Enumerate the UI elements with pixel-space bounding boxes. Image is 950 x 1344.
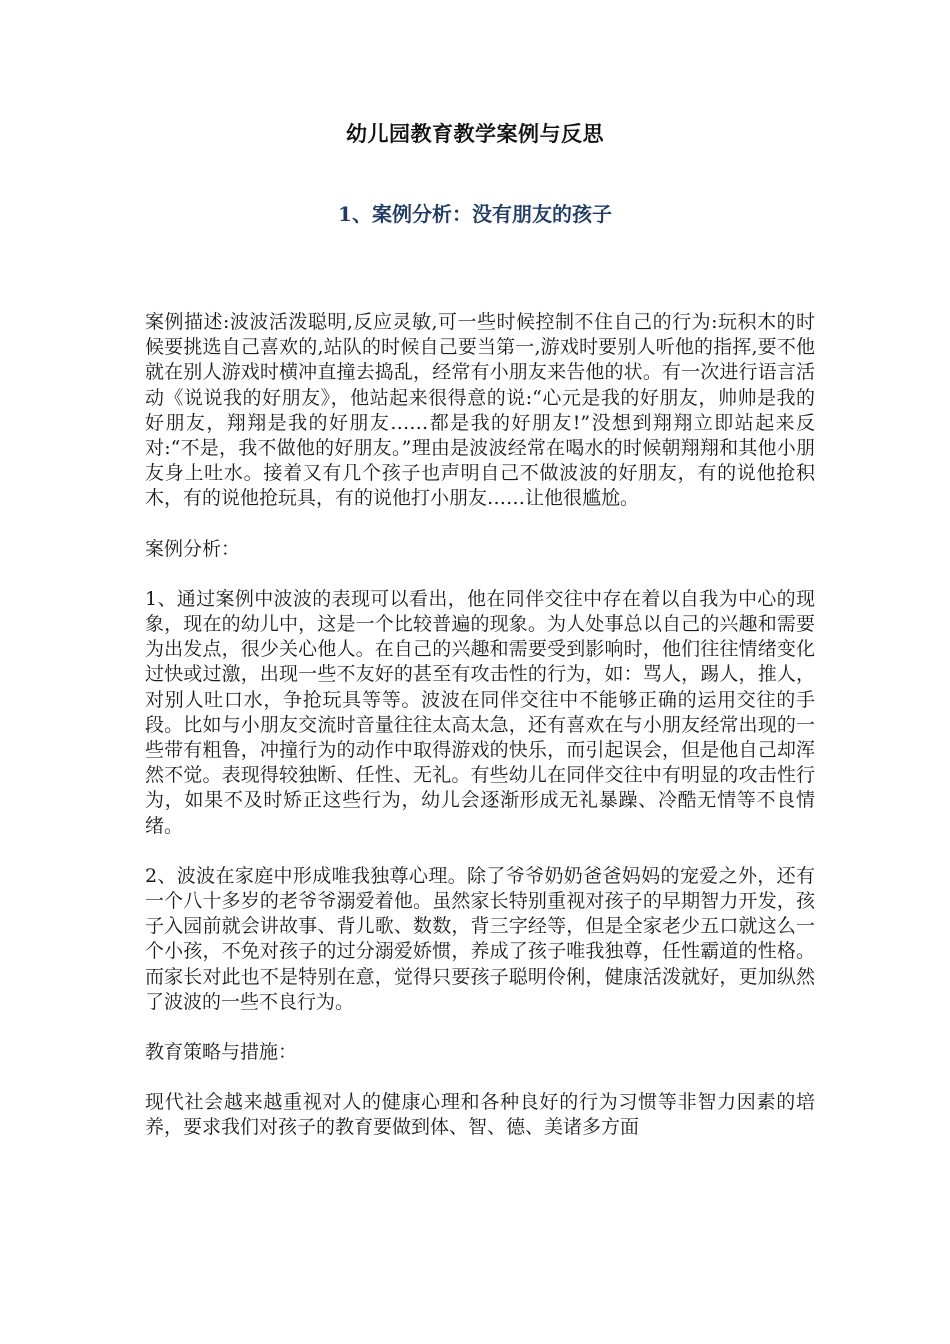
strategies-paragraph: 现代社会越来越重视对人的健康心理和各种良好的行为习惯等非智力因素的培养，要求我们对孩子的教育要做到体、智、德、美诸多方面: [145, 1091, 815, 1139]
analysis-point-2-paragraph: 2、波波在家庭中形成唯我独尊心理。除了爷爷奶奶爸爸妈妈的宠爱之外，还有一个八十多岁的老爷爷溺爱着他。虽然家长特别重视对孩子的早期智力开发，孩子入园前就会讲故事、背儿歌、数数，背三字经等，但是全家老少五口就这么一个小孩，不免对孩子的过分溺爱娇惯，养成了孩子唯我独尊，任性霸道的性格。而家长对此也不是特别在意，觉得只要孩子聪明伶俐，健康活泼就好，更加纵然了波波的一些不良行为。: [145, 864, 815, 1013]
document-title: 幼儿园教育教学案例与反思: [346, 121, 604, 146]
section-heading: 1、案例分析：没有朋友的孩子: [338, 202, 612, 226]
document-body: [145, 310, 815, 1166]
case-analysis-label: 案例分析：: [145, 537, 241, 560]
analysis-point-1-paragraph: 1、通过案例中波波的表现可以看出，他在同伴交往中存在着以自我为中心的现象，现在的幼儿中，这是一个比较普遍的现象。为人处事总以自己的兴趣和需要为出发点，很少关心他人。在自己的兴趣和需要受到影响时，他们往往情绪变化过快或过激，出现一些不友好的甚至有攻击性的行为，如：骂人，踢人，推人，对别人吐口水，争抢玩具等等。波波在同伴交往中不能够正确的运用交往的手段。比如与小朋友交流时音量往往太高太急，还有喜欢在与小朋友经常出现的一些带有粗鲁，冲撞行为的动作中取得游戏的快乐，而引起误会，但是他自己却浑然不觉。表现得较独断、任性、无礼。有些幼儿在同伴交往中有明显的攻击性行为，如果不及时矫正这些行为，幼儿会逐渐形成无礼暴躁、冷酷无情等不良情绪。: [145, 587, 815, 837]
case-description-paragraph: 案例描述:波波活泼聪明,反应灵敏,可一些时候控制不住自己的行为:玩积木的时候要挑选自己喜欢的,站队的时候自己要当第一,游戏时要别人听他的指挥,要不他就在别人游戏时横冲直撞去捣乱，经常有小朋友来告他的状。有一次进行语言活动《说说我的好朋友》，他站起来很得意的说:“心元是我的好朋友，帅帅是我的好朋友，翔翔是我的好朋友……都是我的好朋友!”没想到翔翔立即站起来反对:“不是，我不做他的好朋友。”理由是波波经常在喝水的时候朝翔翔和其他小朋友身上吐水。接着又有几个孩子也声明自己不做波波的好朋友，有的说他抢积木，有的说他抢玩具，有的说他打小朋友……让他很尴尬。: [145, 311, 815, 510]
strategies-label: 教育策略与措施：: [145, 1041, 298, 1064]
